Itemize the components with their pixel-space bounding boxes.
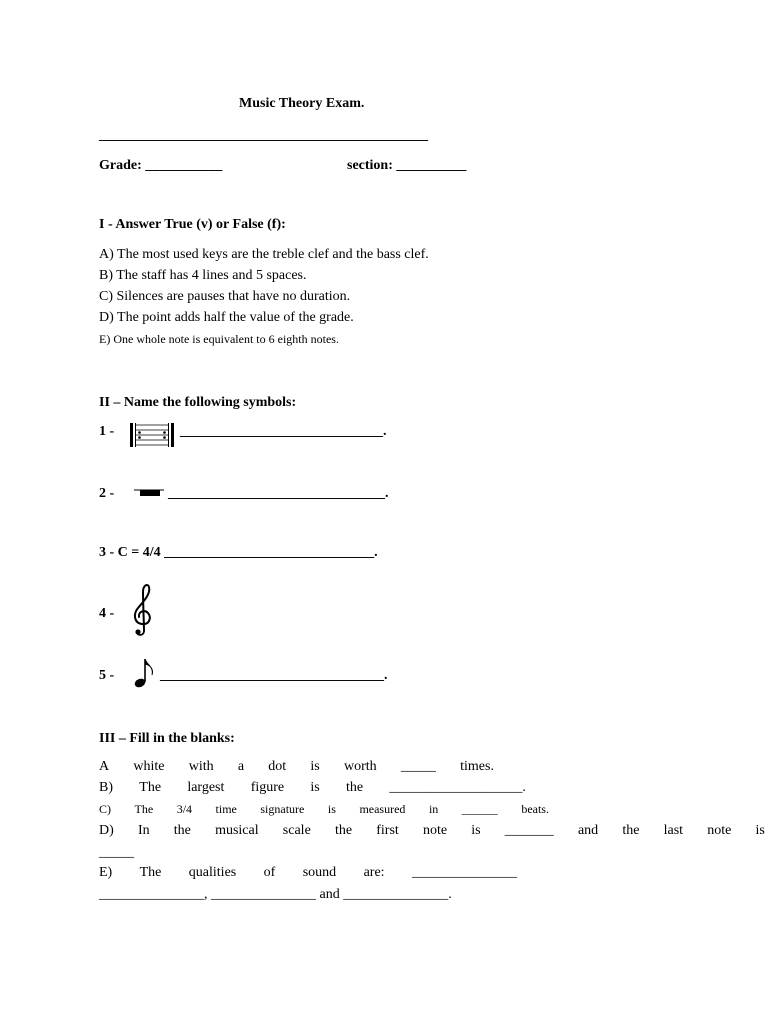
word: note <box>707 823 732 838</box>
fill-blank-line-d <box>99 823 765 839</box>
word: A <box>99 759 110 774</box>
word: last <box>663 823 684 838</box>
symbol-answer-blank: ______________________________. <box>164 545 378 560</box>
word: are: <box>363 865 385 880</box>
student-name-line: _______________________________________________ <box>99 128 428 143</box>
word: qualities <box>188 865 237 880</box>
repeat-sign-icon <box>129 421 175 449</box>
true-false-item: B) The staff has 4 lines and 5 spaces. <box>99 268 307 283</box>
word: note <box>422 823 448 838</box>
word: signature <box>260 802 305 816</box>
word: white <box>133 759 165 774</box>
word: The <box>139 865 162 880</box>
word: and <box>577 823 599 838</box>
word: In <box>137 823 150 838</box>
answer-blank: _____ <box>99 845 134 860</box>
word: the <box>622 823 640 838</box>
true-false-item: D) The point adds half the value of the grade. <box>99 310 354 325</box>
section-label: section: <box>347 158 393 173</box>
word: the <box>346 780 364 795</box>
fill-blank-line-b <box>99 780 526 796</box>
symbol-number: 5 - <box>99 668 115 683</box>
grade-blank: ___________ <box>145 158 223 173</box>
part3-heading: III – Fill in the blanks: <box>99 731 235 746</box>
symbol-number: 1 - <box>99 424 115 439</box>
word: times. <box>460 759 494 774</box>
word: worth <box>343 759 377 774</box>
fill-blank-line-a <box>99 759 494 775</box>
word: the <box>173 823 191 838</box>
symbol-answer-blank: _____________________________. <box>180 424 387 439</box>
word: largest <box>187 780 225 795</box>
exam-title: Music Theory Exam. <box>239 96 365 111</box>
word: is <box>755 823 765 838</box>
answer-blank: _______ <box>504 823 554 838</box>
word: measured <box>359 802 406 816</box>
word: D) <box>99 823 114 838</box>
word: beats. <box>521 802 549 816</box>
answer-blank: _____ <box>400 759 436 774</box>
word: The <box>139 780 162 795</box>
whole-rest-icon <box>134 487 164 499</box>
word: a <box>237 759 245 774</box>
part1-heading: I - Answer True (v) or False (f): <box>99 217 286 232</box>
symbol-answer-blank: ________________________________. <box>160 668 388 683</box>
grade-field <box>99 158 222 174</box>
eighth-note-icon <box>133 656 157 690</box>
fill-blank-line-e <box>99 865 517 881</box>
word: is <box>310 759 320 774</box>
word: with <box>188 759 214 774</box>
answer-blank: ___________________. <box>389 780 526 795</box>
answer-blank: ______ <box>461 802 498 816</box>
word: scale <box>282 823 311 838</box>
word: first <box>376 823 399 838</box>
word: is <box>471 823 481 838</box>
answer-blank: _______________ <box>411 865 517 880</box>
word: is <box>327 802 336 816</box>
qualities-answer-blanks: _______________, _______________ and _______________. <box>99 887 452 902</box>
grade-label: Grade: <box>99 158 142 173</box>
word: 3/4 <box>176 802 193 816</box>
word: The <box>134 802 154 816</box>
fill-blank-line-c <box>99 802 549 817</box>
treble-clef-icon <box>130 582 156 638</box>
true-false-item: A) The most used keys are the treble clef and the bass clef. <box>99 247 429 262</box>
word: the <box>334 823 353 838</box>
section-blank: __________ <box>396 158 467 173</box>
word: figure <box>250 780 285 795</box>
symbol-number: 4 - <box>99 606 115 621</box>
symbol-answer-blank: _______________________________. <box>168 486 389 501</box>
word: C) <box>99 802 111 816</box>
word: is <box>310 780 320 795</box>
symbol-number: 3 - C = 4/4 <box>99 545 161 560</box>
word: musical <box>215 823 259 838</box>
word: dot <box>268 759 287 774</box>
symbol-number: 2 - <box>99 486 115 501</box>
part2-heading: II – Name the following symbols: <box>99 395 297 410</box>
word: time <box>215 802 237 816</box>
word: of <box>263 865 276 880</box>
true-false-item: E) One whole note is equivalent to 6 eighth notes. <box>99 332 339 346</box>
word: B) <box>99 780 113 795</box>
word: sound <box>302 865 337 880</box>
word: E) <box>99 865 113 880</box>
section-field <box>347 158 466 174</box>
word: in <box>428 802 439 816</box>
true-false-item: C) Silences are pauses that have no duration. <box>99 289 351 304</box>
symbol-row-3 <box>99 545 378 561</box>
